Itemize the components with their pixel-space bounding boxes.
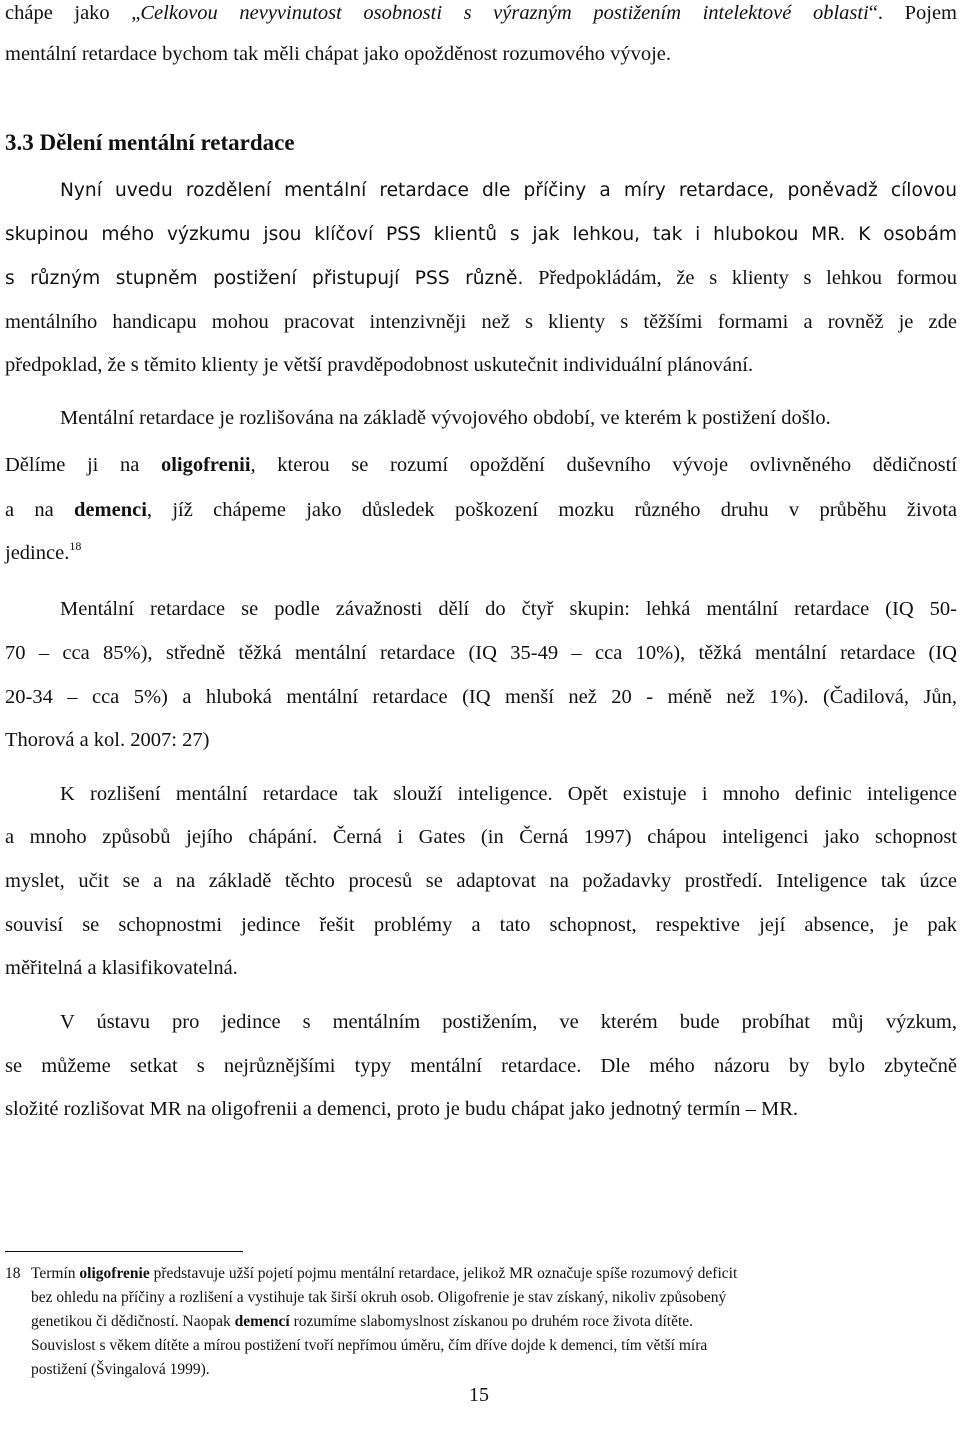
p2-text: , jíž chápeme jako důsledek poškození mozku různého druhu v průběhu života <box>146 499 957 521</box>
p1-serif-fragment: Předpokládám, že s klienty s lehkou formou <box>523 267 957 289</box>
footnote-separator <box>5 1251 243 1252</box>
p2-text: jedince. <box>5 542 70 564</box>
footnote-line-3 <box>31 1312 693 1332</box>
term-demence: demenci <box>74 499 147 521</box>
p2-text: Dělíme ji na <box>5 454 161 476</box>
p5-line-2: se můžeme setkat s nejrůznějšími typy mentální retardace. Dle mého názoru by bylo zbytečně <box>5 1055 957 1077</box>
footnote-reference[interactable]: 18 <box>69 539 82 553</box>
p3-line-1: Mentální retardace se podle závažnosti dělí do čtyř skupin: lehká mentální retardace (IQ 50- <box>60 598 957 620</box>
footnote-text: rozumíme slabomyslnost získanou po druhém roce života dítěte. <box>289 1313 694 1330</box>
intro-text: “. Pojem <box>868 2 957 24</box>
footnote-line-2: bez ohledu na příčiny a rozlišení a vystihuje tak širší okruh osob. Oligofrenie je stav získaný, nikoliv způsobený <box>31 1289 727 1306</box>
p4-line-2: a mnoho způsobů jejího chápání. Černá i Gates (in Černá 1997) chápou inteligenci jako schopnost <box>5 826 957 848</box>
p2-line-1: Mentální retardace je rozlišována na základě vývojového období, ve kterém k postižení došlo. <box>60 407 831 429</box>
p5-line-3: složité rozlišovat MR na oligofrenii a demenci, proto je budu chápat jako jednotný termín – MR. <box>5 1098 799 1120</box>
p4-line-3: myslet, učit se a na základě těchto procesů se adaptovat na požadavky prostředí. Inteligence tak úzce <box>5 870 957 892</box>
p1-line-5: předpoklad, že s těmito klienty je větší pravděpodobnost uskutečnit individuální plánování. <box>5 354 754 376</box>
p4-line-1: K rozlišení mentální retardace tak slouží inteligence. Opět existuje i mnoho definic inteligence <box>60 783 957 805</box>
footnote-line-4: Souvislost s věkem dítěte a mírou postižení tvoří nepřímou úměru, čím dříve dojde k demenci, tím větší míra <box>31 1337 708 1354</box>
footnote-text: Termín <box>31 1265 80 1282</box>
p2-line-3 <box>5 497 957 523</box>
p2-text: a na <box>5 499 75 521</box>
footnote-line-1 <box>31 1264 737 1284</box>
footnote-term-demenci: demencí <box>234 1313 290 1330</box>
p1-line-3 <box>5 265 957 292</box>
quoted-definition: Celkovou nevyvinutost osobnosti s výrazným postižením intelektové oblasti <box>140 2 869 24</box>
footnote-number: 18 <box>5 1265 21 1282</box>
p2-line-4 <box>5 540 81 566</box>
p4-line-4: souvisí se schopnostmi jedince řešit problémy a tato schopnost, respektive její absence, je pak <box>5 914 957 936</box>
term-oligofrenie: oligofrenii <box>160 454 251 476</box>
p4-line-5: měřitelná a klasifikovatelná. <box>5 957 238 979</box>
p1-line-2: skupinou mého výzkumu jsou klíčoví PSS klientů s jak lehkou, tak i hlubokou MR. K osobám <box>5 224 957 245</box>
p2-text: , kterou se rozumí opoždění duševního vývoje ovlivněného dědičností <box>250 454 957 476</box>
footnote-text: genetikou či dědičností. Naopak <box>31 1313 235 1330</box>
p3-line-4: Thorová a kol. 2007: 27) <box>5 729 210 751</box>
p1-line-4: mentálního handicapu mohou pracovat intenzivněji než s klienty s těžšími formami a rovněž je zde <box>5 311 957 333</box>
page-number: 15 <box>469 1384 489 1406</box>
section-heading: 3.3 Dělení mentální retardace <box>5 130 295 155</box>
intro-line-2: mentální retardace bychom tak měli chápat jako opožděnost rozumového vývoje. <box>5 43 672 65</box>
p5-line-1: V ústavu pro jedince s mentálním postižením, ve kterém bude probíhat můj výzkum, <box>60 1011 957 1033</box>
footnote-line-5: postižení (Švingalová 1999). <box>31 1361 210 1378</box>
intro-text: chápe jako „ <box>5 2 141 24</box>
footnote-term-oligofrenie: oligofrenie <box>79 1265 150 1282</box>
p3-line-3: 20-34 – cca 5%) a hluboká mentální retardace (IQ menší než 20 - méně než 1%). (Čadilová, Jůn, <box>5 686 957 708</box>
p2-line-2 <box>5 452 957 478</box>
p1-line-1: Nyní uvedu rozdělení mentální retardace dle příčiny a míry retardace, poněvadž cílovou <box>60 180 957 201</box>
p1-sans-fragment: s různým stupněm postižení přistupují PSS různě. <box>5 268 524 289</box>
p3-line-2: 70 – cca 85%), středně těžká mentální retardace (IQ 35-49 – cca 10%), těžká mentální retardace (IQ <box>5 642 957 664</box>
intro-line-1 <box>5 0 957 26</box>
footnote-text: představuje užší pojetí pojmu mentální retardace, jelikož MR označuje spíše rozumový deficit <box>149 1265 738 1282</box>
